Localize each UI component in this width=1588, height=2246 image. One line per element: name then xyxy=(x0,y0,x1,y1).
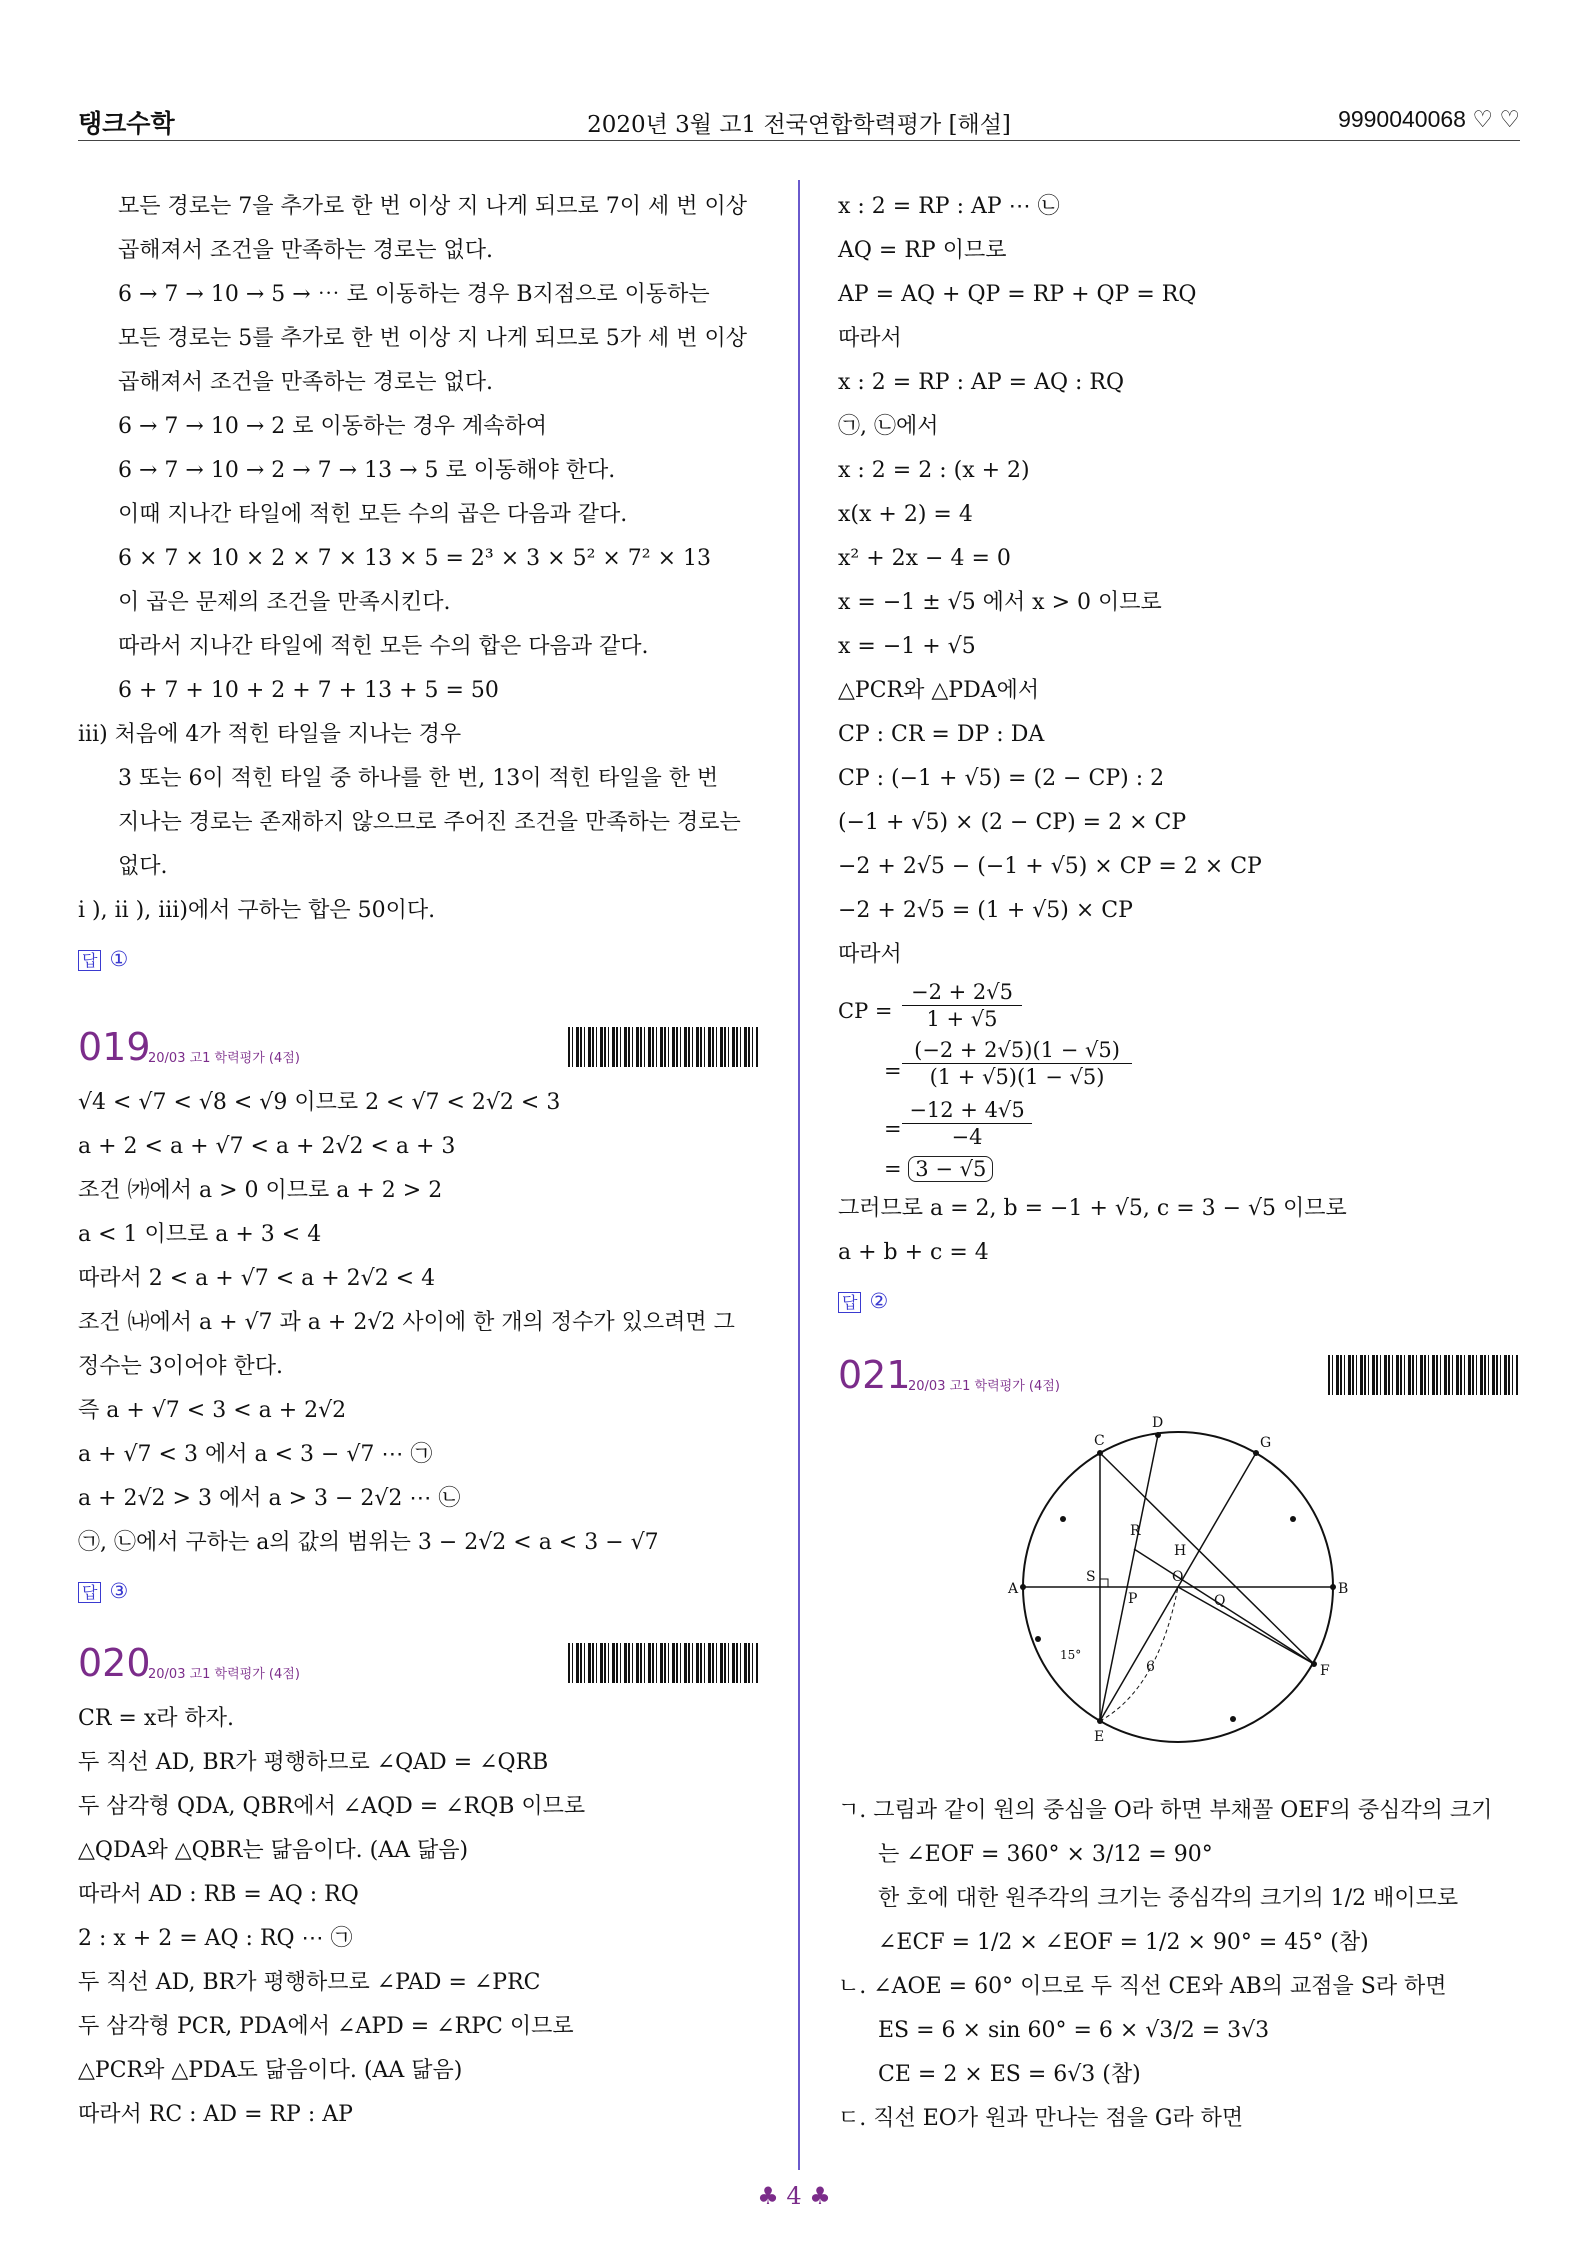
fraction-denominator: 1 + √5 xyxy=(926,1007,998,1031)
math-line: 따라서 AD : RB = AQ : RQ xyxy=(78,1882,359,1907)
math-line: a < 1 이므로 a + 3 < 4 xyxy=(78,1222,322,1247)
column-divider xyxy=(798,180,800,2170)
text-line: 곱해져서 조건을 만족하는 경로는 없다. xyxy=(118,238,493,263)
figure-label: P xyxy=(1128,1591,1138,1607)
figure-label: A xyxy=(1008,1581,1019,1597)
answer-label: 답 xyxy=(78,1582,101,1603)
answer-line xyxy=(78,1569,758,1613)
math-line: a + 2 < a + √7 < a + 2√2 < a + 3 xyxy=(78,1134,456,1159)
fraction-numerator: −2 + 2√5 xyxy=(902,979,1022,1006)
figure-label: O xyxy=(1172,1569,1184,1585)
math-line: CP : CR = DP : DA xyxy=(838,722,1045,747)
fraction-denominator: (1 + √5)(1 − √5) xyxy=(929,1065,1105,1089)
math-line: △QDA와 △QBR는 닮음이다. (AA 닮음) xyxy=(78,1838,469,1863)
answer-value: ① xyxy=(109,947,129,971)
text-line: 지나는 경로는 존재하지 않으므로 주어진 조건을 만족하는 경로는 xyxy=(118,810,741,835)
text-line: 이 곱은 문제의 조건을 만족시킨다. xyxy=(118,590,451,615)
math-line: ㉠, ㉡에서 구하는 a의 값의 범위는 3 − 2√2 < a < 3 − √7 xyxy=(78,1530,659,1555)
page-header xyxy=(78,100,1520,141)
math-line: 는 ∠EOF = 360° × 3/12 = 90° xyxy=(878,1842,1213,1867)
page-footer: ♣ 4 ♣ xyxy=(757,2182,831,2210)
brand-title: 탱크수학 xyxy=(78,109,175,138)
math-line: 두 삼각형 QDA, QBR에서 ∠AQD = ∠RQB 이므로 xyxy=(78,1794,586,1819)
math-line: −2 + 2√5 − (−1 + √5) × CP = 2 × CP xyxy=(838,854,1262,879)
math-line: x = −1 ± √5 에서 x > 0 이므로 xyxy=(838,590,1162,615)
question-header xyxy=(78,1019,758,1081)
left-column xyxy=(78,185,758,2137)
conclusion-line: i ), ii ), iii)에서 구하는 합은 50이다. xyxy=(78,898,436,923)
text-line: 3 또는 6이 적힌 타일 중 하나를 한 번, 13이 적힌 타일을 한 번 xyxy=(118,766,719,791)
figure-label: G xyxy=(1260,1435,1272,1451)
math-line: 조건 ㈎에서 a > 0 이므로 a + 2 > 2 xyxy=(78,1178,443,1203)
text-line: 이때 지나간 타일에 적힌 모든 수의 곱은 다음과 같다. xyxy=(118,502,628,527)
answer-line xyxy=(78,937,758,981)
answer-label: 답 xyxy=(78,950,101,971)
text-line: 6 + 7 + 10 + 2 + 7 + 13 + 5 = 50 xyxy=(118,678,499,703)
math-line: (−1 + √5) × (2 − CP) = 2 × CP xyxy=(838,810,1187,835)
math-line: a + b + c = 4 xyxy=(838,1240,989,1265)
math-line: x(x + 2) = 4 xyxy=(838,502,973,527)
math-line: 따라서 RC : AD = RP : AP xyxy=(78,2102,353,2127)
math-line: 조건 ㈏에서 a + √7 과 a + 2√2 사이에 한 개의 정수가 있으려면 그 xyxy=(78,1310,735,1335)
math-line: √4 < √7 < √8 < √9 이므로 2 < √7 < 2√2 < 3 xyxy=(78,1090,561,1115)
text-line: 모든 경로는 7을 추가로 한 번 이상 지 나게 되므로 7이 세 번 이상 xyxy=(118,194,747,219)
text-line: 곱해져서 조건을 만족하는 경로는 없다. xyxy=(118,370,493,395)
math-line: ㄱ. 그림과 같이 원의 중심을 O라 하면 부채꼴 OEF의 중심각의 크기 xyxy=(838,1798,1493,1823)
figure-label: 15° xyxy=(1060,1648,1082,1662)
figure-label: F xyxy=(1320,1663,1330,1679)
text-line: 6 × 7 × 10 × 2 × 7 × 13 × 5 = 2³ × 3 × 5² × 7² × 13 xyxy=(118,546,712,571)
barcode-image xyxy=(568,1027,758,1067)
barcode-image xyxy=(1328,1355,1518,1395)
question-number: 020 xyxy=(78,1641,151,1685)
math-line: a + 2√2 > 3 에서 a > 3 − 2√2 ⋯ ㉡ xyxy=(78,1486,461,1511)
right-column xyxy=(838,185,1518,2141)
figure-label: Q xyxy=(1214,1593,1226,1609)
figure-label: R xyxy=(1130,1523,1141,1539)
circle-diagram xyxy=(838,1409,1518,1789)
figure-label: H xyxy=(1174,1543,1187,1559)
figure-label: D xyxy=(1152,1415,1164,1431)
figure-label: 6 xyxy=(1146,1659,1155,1675)
figure-label: B xyxy=(1338,1581,1349,1597)
math-line: 그러므로 a = 2, b = −1 + √5, c = 3 − √5 이므로 xyxy=(838,1196,1347,1221)
question-number: 019 xyxy=(78,1025,151,1069)
answer-label: 답 xyxy=(838,1292,861,1313)
text-line: 없다. xyxy=(118,854,168,879)
math-line: x : 2 = 2 : (x + 2) xyxy=(838,458,1030,483)
math-line: x = −1 + √5 xyxy=(838,634,976,659)
math-line: 2 : x + 2 = AQ : RQ ⋯ ㉠ xyxy=(78,1926,353,1951)
fraction-numerator: −12 + 4√5 xyxy=(902,1097,1032,1124)
math-line: ∠ECF = 1/2 × ∠EOF = 1/2 × 90° = 45° (참) xyxy=(878,1930,1369,1955)
barcode-image xyxy=(568,1643,758,1683)
cp-fraction-block: CP = $\frac{-2 + 2√5}{1 + √5}$ = $\frac{(-2 + 2√5)(1 - √5)}{(1 + √5)(1 - √5)}$ = $\frac{-12 + 4√5}{-4}$ = 3 − √5 xyxy=(838,977,1518,1187)
math-line: 정수는 3이어야 한다. xyxy=(78,1354,283,1379)
text-line: 모든 경로는 5를 추가로 한 번 이상 지 나게 되므로 5가 세 번 이상 xyxy=(118,326,747,351)
text-line: 6 → 7 → 10 → 2 → 7 → 13 → 5 로 이동해야 한다. xyxy=(118,458,616,483)
math-line: △PCR와 △PDA에서 xyxy=(838,678,1040,703)
geometry-figure xyxy=(838,1409,1518,1789)
math-line: 두 직선 AD, BR가 평행하므로 ∠QAD = ∠QRB xyxy=(78,1750,549,1775)
math-line: AQ = RP 이므로 xyxy=(838,238,1007,263)
question-header xyxy=(78,1635,758,1697)
math-line: 두 직선 AD, BR가 평행하므로 ∠PAD = ∠PRC xyxy=(78,1970,541,1995)
answer-value: ③ xyxy=(109,1579,129,1603)
math-line: ㄴ. ∠AOE = 60° 이므로 두 직선 CE와 AB의 교점을 S라 하면 xyxy=(838,1974,1447,1999)
answer-value: ② xyxy=(869,1289,889,1313)
math-line: 따라서 xyxy=(838,326,902,351)
text-line: 6 → 7 → 10 → 2 로 이동하는 경우 계속하여 xyxy=(118,414,547,439)
fraction-denominator: −4 xyxy=(951,1125,983,1149)
question-number: 021 xyxy=(838,1353,911,1397)
figure-label: C xyxy=(1094,1433,1105,1449)
question-meta: 20/03 고1 학력평가 (4점) xyxy=(148,1051,300,1066)
fraction-numerator: (−2 + 2√5)(1 − √5) xyxy=(902,1037,1132,1064)
text-line: 따라서 지나간 타일에 적힌 모든 수의 합은 다음과 같다. xyxy=(118,634,649,659)
math-line: x² + 2x − 4 = 0 xyxy=(838,546,1011,571)
math-line: AP = AQ + QP = RP + QP = RQ xyxy=(838,282,1197,307)
math-line: 즉 a + √7 < 3 < a + 2√2 xyxy=(78,1398,347,1423)
document-id: 9990040068 ♡ ♡ xyxy=(1338,106,1520,132)
question-meta: 20/03 고1 학력평가 (4점) xyxy=(908,1379,1060,1394)
math-line: 따라서 2 < a + √7 < a + 2√2 < 4 xyxy=(78,1266,436,1291)
math-line: CP : (−1 + √5) = (2 − CP) : 2 xyxy=(838,766,1165,791)
question-meta: 20/03 고1 학력평가 (4점) xyxy=(148,1667,300,1682)
math-line: 한 호에 대한 원주각의 크기는 중심각의 크기의 1/2 배이므로 xyxy=(878,1886,1459,1911)
boxed-result: 3 − √5 xyxy=(908,1156,993,1182)
math-line: ㉠, ㉡에서 xyxy=(838,414,939,439)
math-line: ㄷ. 직선 EO가 원과 만나는 점을 G라 하면 xyxy=(838,2106,1244,2131)
math-line: 두 삼각형 PCR, PDA에서 ∠APD = ∠RPC 이므로 xyxy=(78,2014,574,2039)
math-line: x : 2 = RP : AP ⋯ ㉡ xyxy=(838,194,1060,219)
figure-label: E xyxy=(1094,1729,1105,1745)
math-line: △PCR와 △PDA도 닮음이다. (AA 닮음) xyxy=(78,2058,463,2083)
math-line: 따라서 xyxy=(838,942,902,967)
math-line: CE = 2 × ES = 6√3 (참) xyxy=(878,2062,1141,2087)
question-header xyxy=(838,1347,1518,1409)
math-line: a + √7 < 3 에서 a < 3 − √7 ⋯ ㉠ xyxy=(78,1442,433,1467)
figure-label: S xyxy=(1086,1569,1096,1585)
math-line: CR = x라 하자. xyxy=(78,1706,234,1731)
answer-line xyxy=(838,1279,1518,1323)
case-title: iii) 처음에 4가 적힌 타일을 지나는 경우 xyxy=(78,722,462,747)
text-line: 6 → 7 → 10 → 5 → ⋯ 로 이동하는 경우 B지점으로 이동하는 xyxy=(118,282,710,307)
exam-title: 2020년 3월 고1 전국연합학력평가 [해설] xyxy=(587,112,1011,138)
math-line: −2 + 2√5 = (1 + √5) × CP xyxy=(838,898,1133,923)
math-line: x : 2 = RP : AP = AQ : RQ xyxy=(838,370,1125,395)
math-line: ES = 6 × sin 60° = 6 × √3/2 = 3√3 xyxy=(878,2018,1270,2043)
